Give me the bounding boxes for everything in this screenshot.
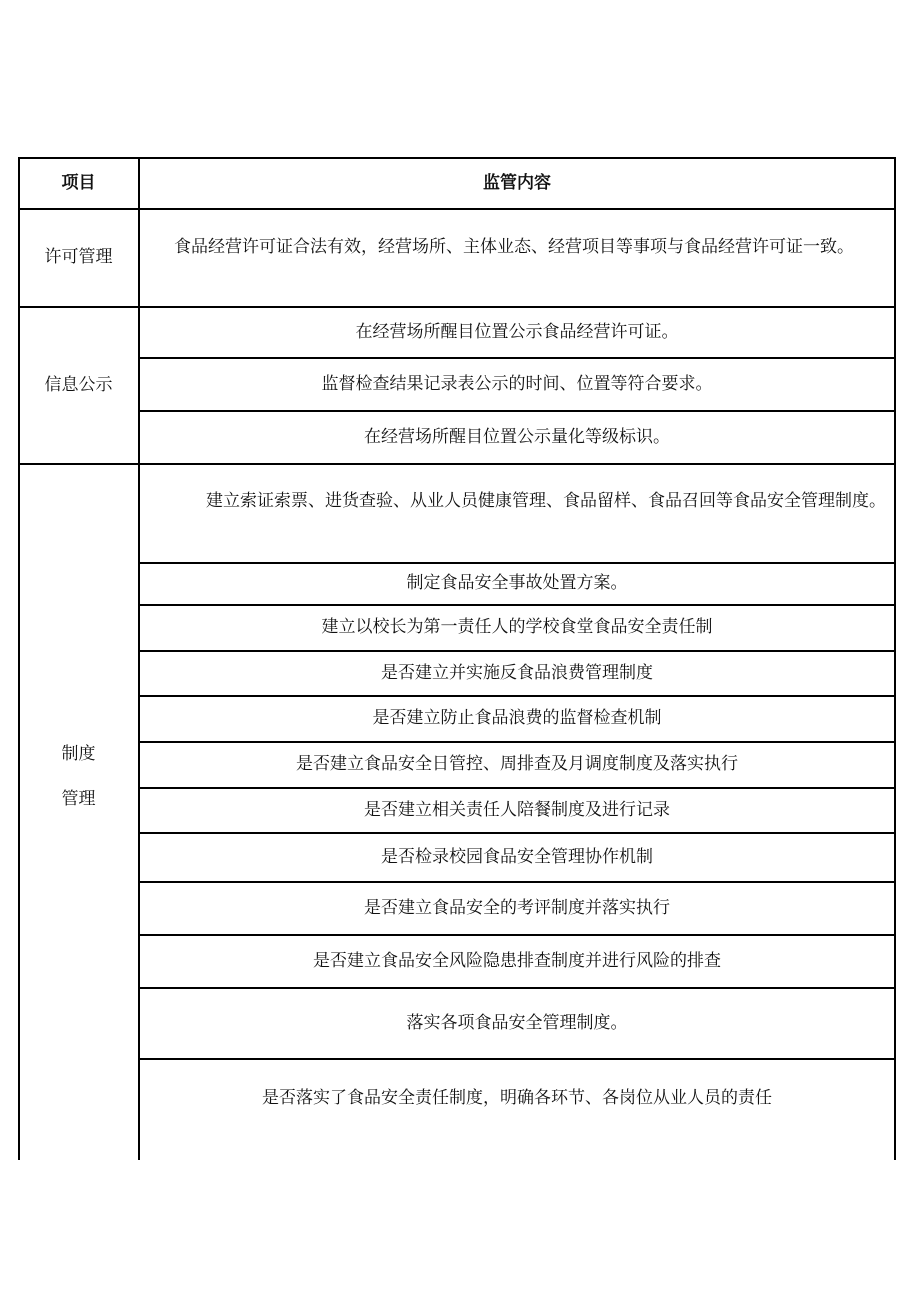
header-content: 监管内容 — [483, 172, 551, 193]
content-system-row: 是否建立并实施反食品浪费管理制度 — [381, 662, 653, 683]
content-system-row: 是否建立食品安全日管控、周排查及月调度制度及落实执行 — [296, 754, 738, 774]
header-item: 项目 — [61, 172, 96, 193]
item-system-management-line2: 管理 — [61, 789, 96, 809]
content-system-row: 是否建立食品安全的考评制度并落实执行 — [364, 897, 670, 918]
content-disclosure-row: 在经营场所醒目位置公示食品经营许可证。 — [355, 321, 679, 342]
row-divider — [18, 208, 895, 210]
content-system-row: 落实各项食品安全管理制度。 — [406, 1012, 628, 1033]
content-system-row: 是否检录校园食品安全管理协作机制 — [381, 846, 653, 867]
content-disclosure-row: 在经营场所醒目位置公示量化等级标识。 — [364, 426, 670, 447]
item-information-disclosure: 信息公示 — [44, 374, 113, 395]
content-system-row: 是否建立相关责任人陪餐制度及进行记录 — [364, 799, 670, 820]
item-license-management: 许可管理 — [44, 247, 113, 267]
content-disclosure-row: 监督检查结果记录表公示的时间、位置等符合要求。 — [321, 373, 713, 394]
item-system-management-line1: 制度 — [61, 744, 96, 764]
item-system-management — [19, 464, 138, 1160]
content-system-row: 是否建立防止食品浪费的监督检查机制 — [372, 708, 662, 728]
content-system-row: 建立索证索票、进货查验、从业人员健康管理、食品留样、食品召回等食品安全管理制度。 — [206, 491, 886, 511]
row-divider — [138, 1058, 895, 1060]
row-divider — [18, 463, 895, 465]
content-system-row: 是否建立食品安全风险隐患排查制度并进行风险的排查 — [313, 950, 721, 971]
content-system-row: 建立以校长为第一责任人的学校食堂食品安全责任制 — [321, 617, 713, 637]
content-system-row: 是否落实了食品安全责任制度，明确各环节、各岗位从业人员的责任 — [262, 1087, 772, 1108]
content-system-row: 制定食品安全事故处置方案。 — [406, 573, 628, 593]
content-license-row: 食品经营许可证合法有效，经营场所、主体业态、经营项目等事项与食品经营许可证一致。 — [174, 237, 854, 257]
